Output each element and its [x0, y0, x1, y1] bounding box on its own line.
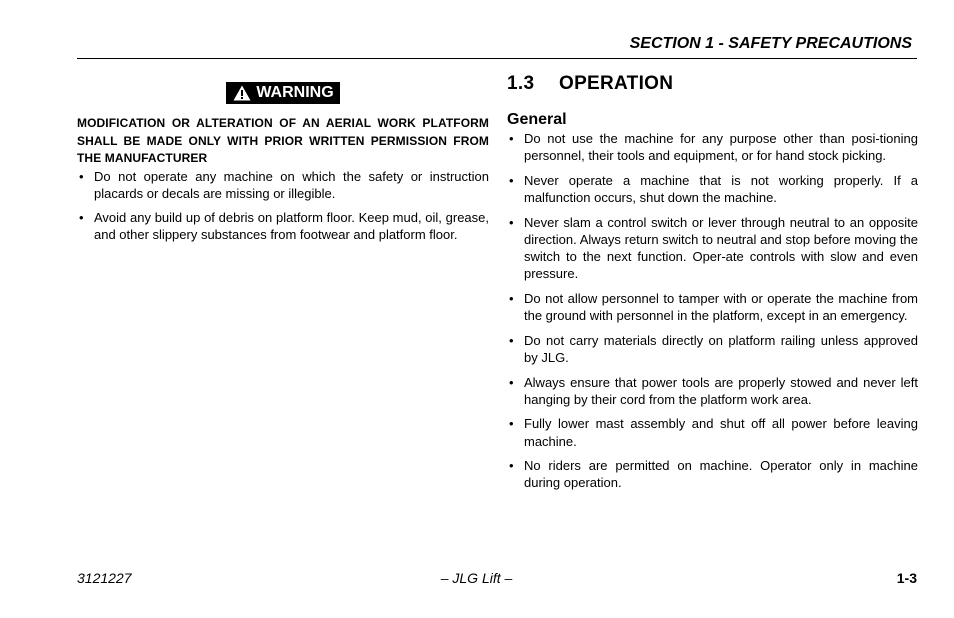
header-divider	[77, 58, 917, 59]
right-bullet-list	[507, 130, 918, 492]
list-item: • Do not use the machine for any purpose other than posi-tioning personnel, their tools and equipment, or for hand stock picking.	[507, 130, 918, 165]
list-item: • Always ensure that power tools are properly stowed and never left hanging by their cord from the platform work area.	[507, 374, 918, 409]
list-item: • Do not carry materials directly on platform railing unless approved by JLG.	[507, 332, 918, 367]
document-number: 3121227	[77, 570, 132, 586]
warning-triangle-icon	[233, 85, 256, 101]
list-item: • Fully lower mast assembly and shut off all power before leaving machine.	[507, 415, 918, 450]
list-item: • No riders are permitted on machine. Operator only in machine during operation.	[507, 457, 918, 492]
warning-badge-label: WARNING	[256, 84, 334, 101]
warning-badge-wrapper	[77, 82, 489, 106]
list-item: • Never slam a control switch or lever through neutral to an opposite direction. Always return switch to neutral and stop before moving the switch to the next function. Oper-ate controls with slow and even pressure.	[507, 214, 918, 283]
warning-badge	[226, 82, 339, 104]
list-item: • Avoid any build up of debris on platform floor. Keep mud, oil, grease, and other slippery substances from footwear and platform floor.	[77, 209, 489, 244]
left-column	[77, 82, 489, 251]
list-item: • Never operate a machine that is not working properly. If a malfunction occurs, shut down the machine.	[507, 172, 918, 207]
list-item: • Do not operate any machine on which the safety or instruction placards or decals are missing or illegible.	[77, 168, 489, 203]
subsection-heading: General	[507, 111, 567, 128]
section-header-title: SECTION 1 - SAFETY PRECAUTIONS	[629, 35, 912, 52]
section-heading	[507, 72, 918, 96]
page-number: 1-3	[896, 570, 917, 586]
left-bullet-list	[77, 168, 489, 244]
section-title: OPERATION	[559, 73, 674, 94]
footer-center-text: – JLG Lift –	[440, 570, 513, 586]
section-number: 1.3	[507, 73, 535, 94]
list-item: • Do not allow personnel to tamper with or operate the machine from the ground with personnel in the platform, except in an emergency.	[507, 290, 918, 325]
right-column	[507, 72, 918, 499]
warning-message: MODIFICATION OR ALTERATION OF AN AERIAL WORK PLATFORM SHALL BE MADE ONLY WITH PRIOR WRITTEN PERMISSION FROM THE MANUFACTURER	[77, 116, 489, 165]
